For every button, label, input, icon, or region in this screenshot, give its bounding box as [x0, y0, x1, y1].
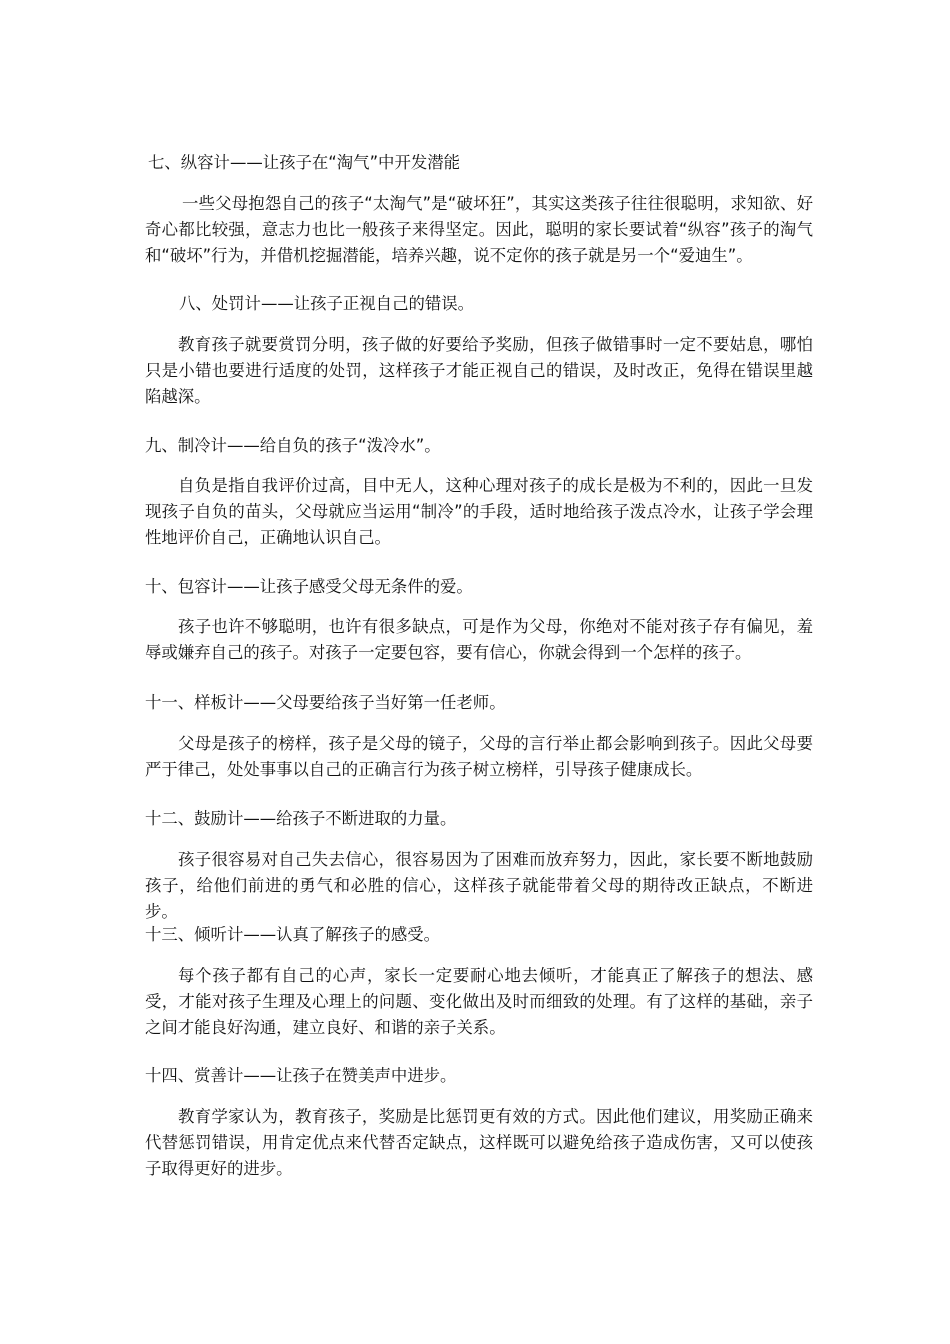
section-heading-14: 十四、赏善计——让孩子在赞美声中进步。	[145, 1066, 457, 1085]
section-body-11: 父母是孩子的榜样，孩子是父母的镜子，父母的言行举止都会影响到孩子。因此父母要严于律己，处处事事以自己的正确言行为孩子树立榜样，引导孩子健康成长。	[145, 734, 813, 779]
section-body-10: 孩子也许不够聪明，也许有很多缺点，可是作为父母，你绝对不能对孩子存有偏见，羞辱或嫌弃自己的孩子。对孩子一定要包容，要有信心，你就会得到一个怎样的孩子。	[145, 617, 813, 662]
section-heading-7: 七、纵容计——让孩子在“淘气”中开发潜能	[148, 153, 461, 172]
section-heading-9: 九、制冷计——给自负的孩子“泼冷水”。	[145, 436, 441, 455]
section-heading-10: 十、包容计——让孩子感受父母无条件的爱。	[145, 577, 473, 596]
section-body-12: 孩子很容易对自己失去信心，很容易因为了困难而放弃努力，因此，家长要不断地鼓励孩子，给他们前进的勇气和必胜的信心，这样孩子就能带着父母的期待改正缺点，不断进步。	[145, 850, 813, 921]
section-body-7: 一些父母抱怨自己的孩子“太淘气”是“破坏狂”，其实这类孩子往往很聪明，求知欲、好奇心都比较强，意志力也比一般孩子来得坚定。因此，聪明的家长要试着“纵容”孩子的淘气和“破坏”行为，并借机挖掘潜能，培养兴趣，说不定你的孩子就是另一个“爱迪生”。	[145, 194, 813, 265]
section-body-8: 教育孩子就要赏罚分明，孩子做的好要给予奖励，但孩子做错事时一定不要姑息，哪怕只是小错也要进行适度的处罚，这样孩子才能正视自己的错误，及时改正，免得在错误里越陷越深。	[145, 335, 813, 406]
section-body-13: 每个孩子都有自己的心声，家长一定要耐心地去倾听，才能真正了解孩子的想法、感受，才能对孩子生理及心理上的问题、变化做出及时而细致的处理。有了这样的基础，亲子之间才能良好沟通，建立良好、和谐的亲子关系。	[145, 966, 813, 1037]
section-heading-8: 八、处罚计——让孩子正视自己的错误。	[179, 294, 475, 313]
section-heading-12: 十二、鼓励计——给孩子不断进取的力量。	[145, 809, 457, 828]
section-heading-13: 十三、倾听计——认真了解孩子的感受。	[145, 925, 441, 944]
section-heading-11: 十一、样板计——父母要给孩子当好第一任老师。	[145, 693, 506, 712]
section-body-9: 自负是指自我评价过高，目中无人，这种心理对孩子的成长是极为不利的，因此一旦发现孩子自负的苗头，父母就应当运用“制冷”的手段，适时地给孩子泼点冷水，让孩子学会理性地评价自己，正确地认识自己。	[145, 476, 813, 547]
section-body-14: 教育学家认为，教育孩子，奖励是比惩罚更有效的方式。因此他们建议，用奖励正确来代替惩罚错误，用肯定优点来代替否定缺点，这样既可以避免给孩子造成伤害，又可以使孩子取得更好的进步。	[145, 1107, 813, 1178]
